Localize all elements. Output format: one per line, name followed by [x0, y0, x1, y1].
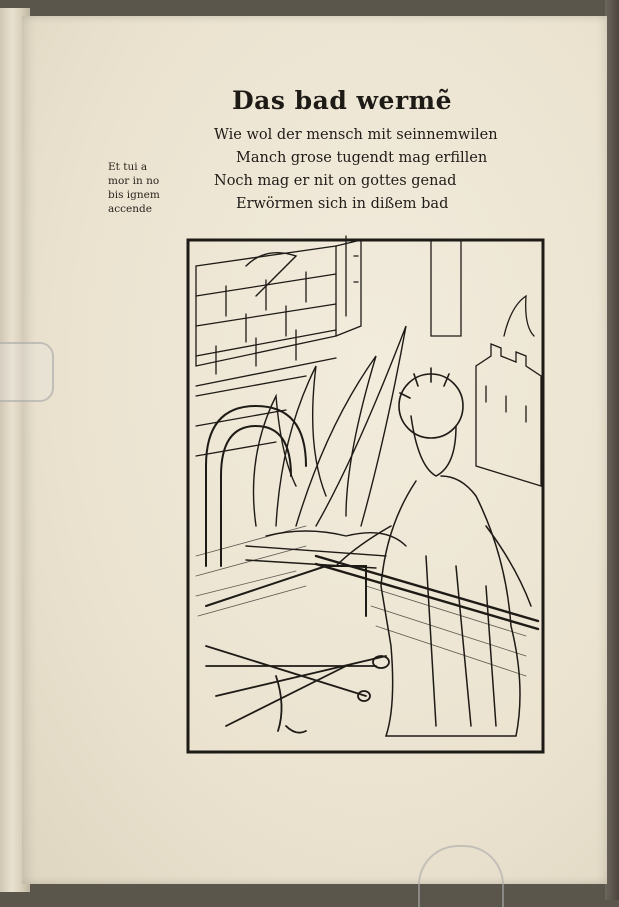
- page-title: Das bad wermẽ: [232, 86, 452, 115]
- margin-note-line: accende: [108, 203, 152, 215]
- verse-line-2: Manch grose tugendt mag erfillen: [236, 150, 488, 166]
- verse-line-1: Wie wol der mensch mit seinnemwilen: [214, 127, 498, 143]
- margin-note-line: bis ignem: [108, 189, 160, 201]
- woodpile: [206, 646, 389, 733]
- verse-line-3: Noch mag er nit on gottes genad: [214, 173, 457, 189]
- margin-note: [108, 160, 188, 216]
- oven-arch: [206, 406, 366, 616]
- figure-halo: [399, 368, 463, 438]
- margin-note-line: mor in no: [108, 175, 160, 187]
- castle-tower: [476, 296, 541, 486]
- book-edge: [605, 0, 619, 900]
- woodcut-frame: [188, 240, 543, 752]
- page-clip: [0, 342, 54, 402]
- brick-wall: [196, 236, 461, 456]
- fire-flames-icon: [246, 253, 406, 568]
- verse-line-4: Erwörmen sich in dißem bad: [236, 196, 449, 212]
- woodcut-illustration: [186, 226, 546, 756]
- verse-block: [214, 124, 554, 216]
- margin-note-line: Et tui a: [108, 161, 148, 173]
